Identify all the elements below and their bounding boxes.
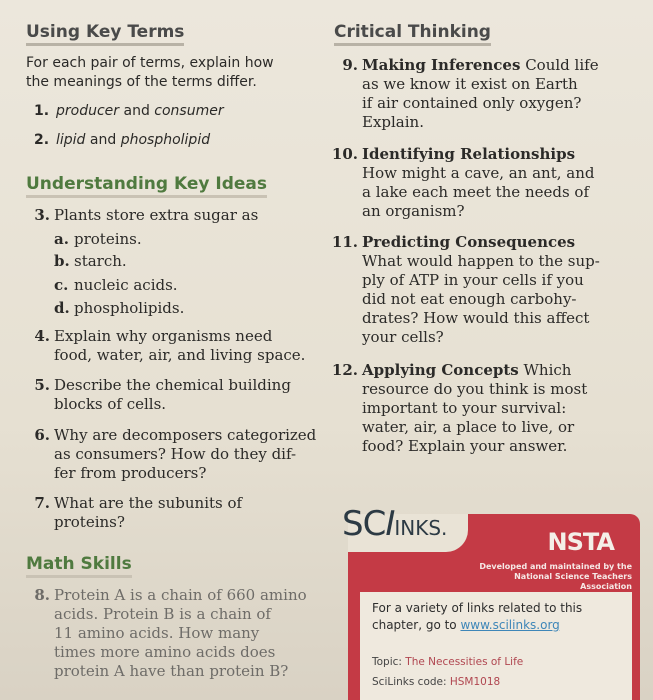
code-label: SciLinks code: xyxy=(372,676,450,688)
scilinks-line: chapter, go to xyxy=(372,618,461,632)
question-9 xyxy=(330,56,640,132)
nsta-tagline-line: Developed and maintained by the xyxy=(479,562,632,571)
using-key-terms-heading: Using Key Terms xyxy=(26,22,184,46)
term-joiner: and xyxy=(85,132,121,148)
question-line: food, water, air, and living space. xyxy=(54,346,306,364)
term-joiner: and xyxy=(119,103,155,119)
option-letter: c. xyxy=(54,276,69,294)
question-title: Making Inferences xyxy=(362,56,521,74)
term-a: lipid xyxy=(56,132,86,148)
question-line: Explain. xyxy=(362,113,424,131)
term-b: phospholipid xyxy=(120,132,211,148)
option-text: nucleic acids. xyxy=(74,276,178,294)
question-line: a lake each meet the needs of xyxy=(362,183,590,201)
math-skills-heading: Math Skills xyxy=(26,554,132,578)
question-10 xyxy=(330,145,640,221)
question-5 xyxy=(22,376,322,414)
logo-i: I xyxy=(385,504,395,544)
question-line: ply of ATP in your cells if you xyxy=(362,271,584,289)
option-letter: d. xyxy=(54,299,70,317)
scilinks-box xyxy=(342,504,642,700)
option-d xyxy=(54,299,184,318)
question-line: proteins? xyxy=(54,513,125,531)
question-line: as we know it exist on Earth xyxy=(362,75,578,93)
question-line: Why are decomposers categorized xyxy=(54,426,317,444)
question-number: 10. xyxy=(331,145,358,163)
scilinks-description xyxy=(372,600,622,634)
question-line: food? Explain your answer. xyxy=(362,437,568,455)
question-line: Explain why organisms need xyxy=(54,327,273,345)
question-line: Protein A is a chain of 660 amino xyxy=(54,586,307,604)
question-line: Which xyxy=(518,361,572,379)
question-line: Describe the chemical building xyxy=(54,376,291,394)
topic-value: The Necessities of Life xyxy=(405,656,524,668)
logo-sc: SC xyxy=(342,504,386,544)
topic-label: Topic: xyxy=(372,656,406,668)
question-title: Predicting Consequences xyxy=(362,233,576,251)
question-line: water, air, a place to live, or xyxy=(362,418,575,436)
question-4 xyxy=(22,327,332,365)
question-line: times more amino acids does xyxy=(54,643,276,661)
scilinks-line: For a variety of links related to this xyxy=(372,601,583,615)
code-value: HSM1018 xyxy=(449,676,501,688)
question-line: if air contained only oxygen? xyxy=(362,94,582,112)
scilinks-url-link[interactable]: www.scilinks.org xyxy=(460,618,560,632)
scilinks-topic xyxy=(372,656,622,668)
question-6 xyxy=(22,426,322,483)
question-line: 11 amino acids. How many xyxy=(54,624,260,642)
key-term-item-1 xyxy=(34,102,224,121)
question-title: Applying Concepts xyxy=(362,361,519,379)
question-line: important to your survival: xyxy=(362,399,567,417)
question-line: blocks of cells. xyxy=(54,395,167,413)
question-number: 8. xyxy=(34,586,50,604)
question-line: How might a cave, an ant, and xyxy=(362,164,595,182)
question-3 xyxy=(22,206,322,225)
question-line: Could life xyxy=(520,56,599,74)
question-number: 6. xyxy=(34,426,50,444)
question-line: What would happen to the sup- xyxy=(362,252,600,270)
option-text: proteins. xyxy=(74,230,142,248)
option-b xyxy=(54,252,127,271)
critical-thinking-heading: Critical Thinking xyxy=(334,22,491,46)
option-letter: a. xyxy=(54,230,69,248)
option-a xyxy=(54,230,142,249)
term-a: producer xyxy=(56,103,120,119)
scilinks-info-panel xyxy=(360,592,632,700)
question-number: 9. xyxy=(342,56,358,74)
nsta-tagline xyxy=(462,562,632,592)
option-c xyxy=(54,276,178,295)
question-number: 12. xyxy=(331,361,358,379)
question-number: 5. xyxy=(34,376,50,394)
instruction-line: For each pair of terms, explain how xyxy=(26,55,274,71)
question-line: fer from producers? xyxy=(54,464,207,482)
question-line: acids. Protein B is a chain of xyxy=(54,605,271,623)
question-line: protein A have than protein B? xyxy=(54,662,289,680)
question-number: 7. xyxy=(34,494,50,512)
question-7 xyxy=(22,494,322,532)
option-letter: b. xyxy=(54,252,70,270)
nsta-tagline-line: National Science Teachers Association xyxy=(514,572,632,591)
question-line: resource do you think is most xyxy=(362,380,588,398)
question-12 xyxy=(330,361,640,456)
scilinks-code xyxy=(372,676,622,688)
question-line: did not eat enough carbohy- xyxy=(362,290,577,308)
option-text: starch. xyxy=(74,252,127,270)
question-11 xyxy=(330,233,640,347)
question-number: 4. xyxy=(34,327,50,345)
key-terms-instructions xyxy=(26,54,274,92)
item-number: 2. xyxy=(34,132,50,148)
scilinks-logo xyxy=(342,504,447,544)
understanding-key-ideas-heading: Understanding Key Ideas xyxy=(26,174,267,198)
question-number: 3. xyxy=(34,206,50,224)
question-line: What are the subunits of xyxy=(54,494,243,512)
question-line: your cells? xyxy=(362,328,444,346)
item-number: 1. xyxy=(34,103,50,119)
question-title: Identifying Relationships xyxy=(362,145,576,163)
question-line: drates? How would this affect xyxy=(362,309,590,327)
logo-rest: INKS. xyxy=(394,516,448,540)
question-number: 11. xyxy=(331,233,358,251)
option-text: phospholipids. xyxy=(74,299,185,317)
question-line: as consumers? How do they dif- xyxy=(54,445,297,463)
question-text: Plants store extra sugar as xyxy=(54,206,259,224)
term-b: consumer xyxy=(154,103,224,119)
question-8 xyxy=(22,586,332,681)
instruction-line: the meanings of the terms differ. xyxy=(26,74,257,90)
nsta-logo: NSTA xyxy=(547,528,614,556)
question-line: an organism? xyxy=(362,202,465,220)
key-term-item-2 xyxy=(34,131,210,150)
